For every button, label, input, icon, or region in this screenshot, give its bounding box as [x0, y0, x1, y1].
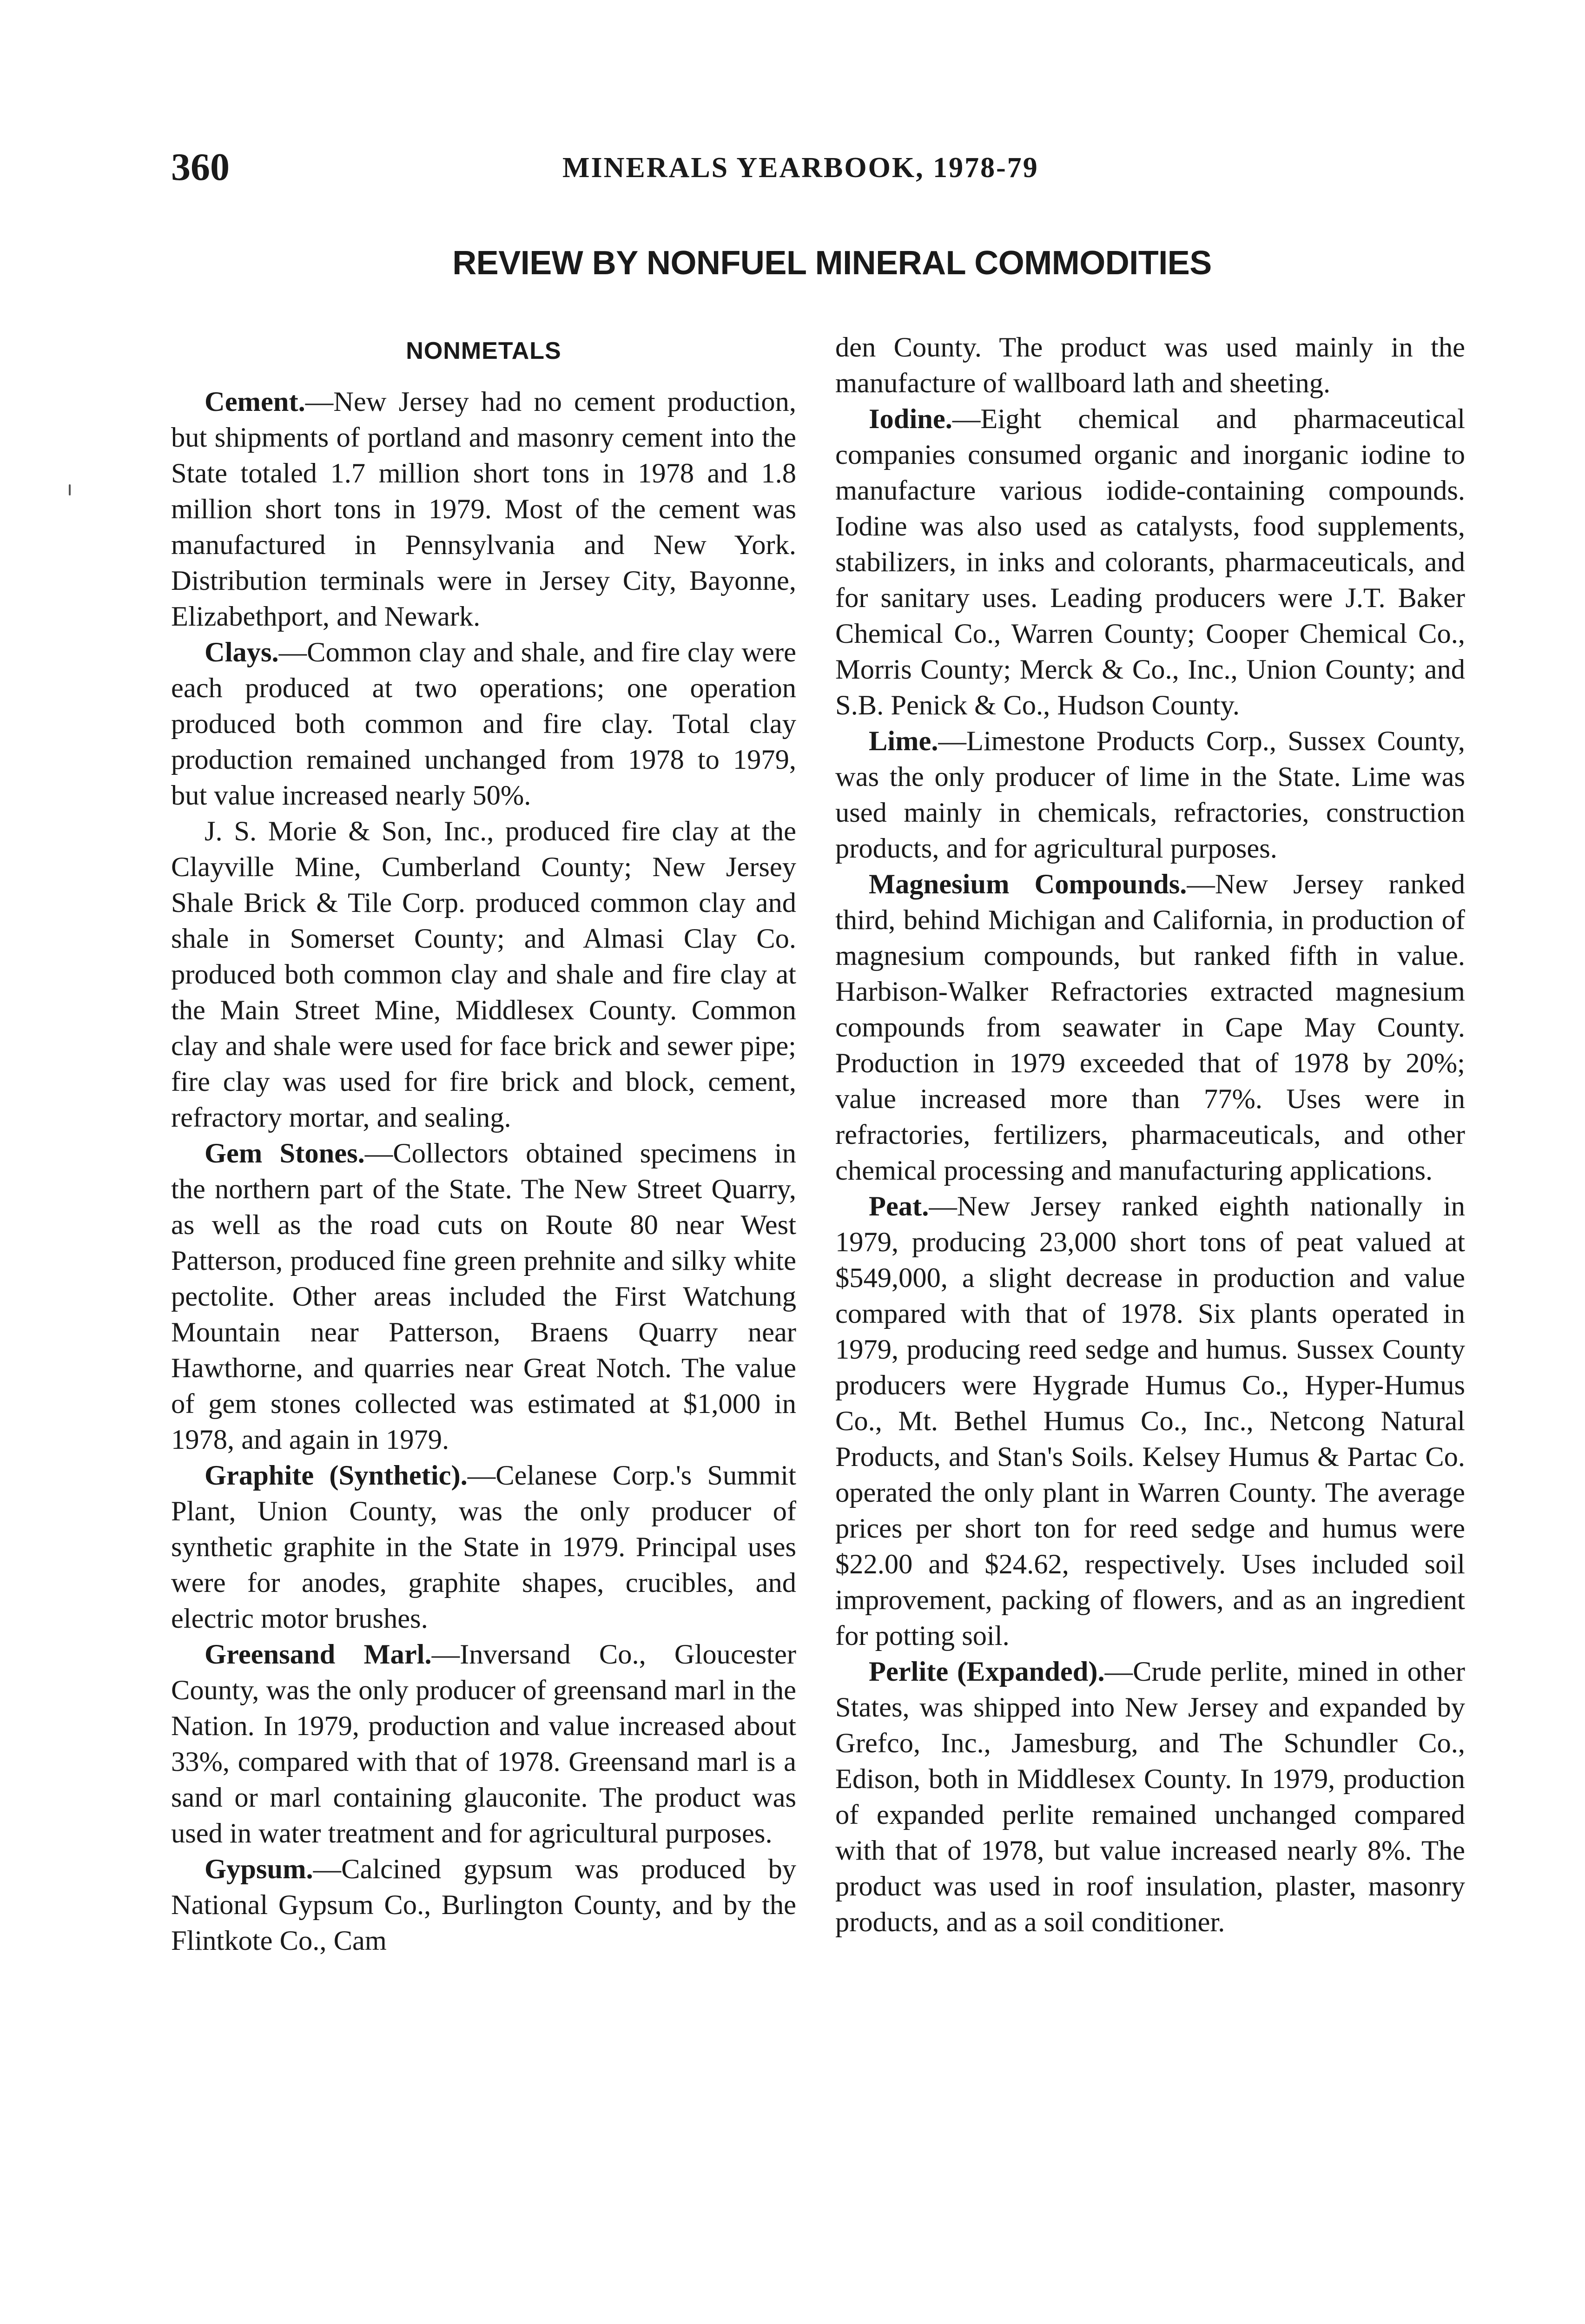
paragraph-iodine — [835, 401, 1465, 723]
run-in-head: Greensand Marl. — [205, 1639, 432, 1670]
paragraph-peat — [835, 1188, 1465, 1654]
paragraph-gem-stones — [171, 1136, 796, 1458]
run-in-head: Perlite (Expanded). — [869, 1656, 1105, 1687]
paragraph-perlite — [835, 1654, 1465, 1940]
left-column — [171, 335, 796, 1959]
paragraph-text: —Collectors obtained specimens in the northern part of the State. The New Street Quarry, as well as the road cuts on Route 80 near West Patterson, produced fine green prehnite and silky white pectolite. Other areas included the First Watchung Mountain near Patterson, Braens Quarry near Hawthorne, and quarries near Great Notch. The value of gem stones collected was estimated at $1,000 in 1978, and again in 1979. — [171, 1138, 796, 1455]
paragraph-text: —Eight chemical and pharmaceutical companies consumed organic and inorganic iodine to manufacture various iodide-containing compounds. Iodine was also used as catalysts, food supplements, stabilizers, in inks and colorants, pharmaceuticals, and for sanitary uses. Leading producers were J.T. Baker Chemical Co., Warren County; Cooper Chemical Co., Morris County; Merck & Co., Inc., Union County; and S.B. Penick & Co., Hudson County. — [835, 403, 1465, 721]
run-in-head: Iodine. — [869, 403, 952, 435]
paragraph-text: —New Jersey ranked eighth nationally in 1979, producing 23,000 short tons of peat valued at $549,000, a slight decrease in production and value compared with that of 1978. Six plants operated in 1979, producing reed sedge and humus. Sussex County producers were Hygrade Humus Co., Hyper-Humus Co., Mt. Bethel Humus Co., Inc., Netcong Natural Products, and Stan's Soils. Kelsey Humus & Partac Co. operated the only plant in Warren County. The average prices per short ton for reed sedge and humus were $22.00 and $24.62, respectively. Uses included soil improvement, packing of flowers, and as an ingredient for potting soil. — [835, 1191, 1465, 1651]
paragraph-graphite — [171, 1458, 796, 1637]
paragraph-gypsum-continued: den County. The product was used mainly in the manufacture of wallboard lath and sheeting. — [835, 332, 1465, 399]
paragraph-text: —Common clay and shale, and fire clay were each produced at two operations; one operation produced both common and fire clay. Total clay production remained unchanged from 1978 to 1979, but value increased nearly 50%. — [171, 637, 796, 811]
run-in-head: Cement. — [205, 386, 305, 417]
paragraph-text: —New Jersey had no cement production, but shipments of portland and masonry cement into the State totaled 1.7 million short tons in 1978 and 1.8 million short tons in 1979. Most of the cement was manufactured in Pennsylvania and New York. Distribution terminals were in Jersey City, Bayonne, Elizabethport, and Newark. — [171, 386, 796, 632]
page-title: REVIEW BY NONFUEL MINERAL COMMODITIES — [452, 244, 1212, 282]
paragraph-magnesium — [835, 866, 1465, 1188]
run-in-head: Lime. — [869, 726, 938, 757]
run-in-head: Gypsum. — [205, 1854, 313, 1885]
run-in-head: Peat. — [869, 1191, 929, 1222]
running-title: MINERALS YEARBOOK, 1978-79 — [562, 152, 1039, 184]
paragraph-text: —New Jersey ranked third, behind Michigan and California, in production of magnesium compounds, but ranked fifth in value. Harbison-Walker Refractories extracted magnesium compounds from seawater in Cape May County. Production in 1979 exceeded that of 1978 by 20%; value increased more than 77%. Uses were in refractories, fertilizers, pharmaceuticals, and other chemical processing and manufacturing applications. — [835, 869, 1465, 1186]
margin-mark — [69, 484, 71, 495]
paragraph-text: —Crude perlite, mined in other States, was shipped into New Jersey and expanded by Grefco, Inc., Jamesburg, and The Schundler Co., Edison, both in Middlesex County. In 1979, production of expanded perlite remained unchanged compared with that of 1978, but value increased nearly 8%. The product was used in roof insulation, plaster, masonry products, and as a soil conditioner. — [835, 1656, 1465, 1938]
paragraph-gypsum — [171, 1851, 796, 1959]
paragraph-cement — [171, 384, 796, 634]
paragraph-clays — [171, 634, 796, 813]
run-in-head: Graphite (Synthetic). — [205, 1460, 468, 1491]
right-column — [835, 330, 1465, 1940]
paragraph-greensand — [171, 1637, 796, 1851]
paragraph-text: —Calcined gypsum was produced by National Gypsum Co., Burlington County, and by the Flintkote Co., Cam — [171, 1854, 796, 1956]
section-heading: NONMETALS — [406, 337, 561, 364]
run-in-head: Clays. — [205, 637, 279, 668]
paragraph-text: —Inversand Co., Gloucester County, was the only producer of greensand marl in the Nation. In 1979, production and value increased about 33%, compared with that of 1978. Greensand marl is a sand or marl containing glauconite. The product was used in water treatment and for agricultural purposes. — [171, 1639, 796, 1849]
paragraph-clays-producers: J. S. Morie & Son, Inc., produced fire clay at the Clayville Mine, Cumberland County; New Jersey Shale Brick & Tile Corp. produced common clay and shale in Somerset County; and Almasi Clay Co. produced both common clay and shale and fire clay at the Main Street Mine, Middlesex County. Common clay and shale were used for face brick and sewer pipe; fire clay was used for fire brick and block, cement, refractory mortar, and sealing. — [171, 816, 796, 1133]
run-in-head: Gem Stones. — [205, 1138, 365, 1169]
run-in-head: Magnesium Compounds. — [869, 869, 1187, 900]
paragraph-text: —Limestone Products Corp., Sussex County, was the only producer of lime in the State. Lime was used mainly in chemicals, refractories, construction products, and for agricultural purposes. — [835, 726, 1465, 864]
page-number: 360 — [171, 145, 230, 189]
paragraph-text: —Celanese Corp.'s Summit Plant, Union County, was the only producer of synthetic graphite in the State in 1979. Principal uses were for anodes, graphite shapes, crucibles, and electric motor brushes. — [171, 1460, 796, 1634]
paragraph-lime — [835, 723, 1465, 866]
